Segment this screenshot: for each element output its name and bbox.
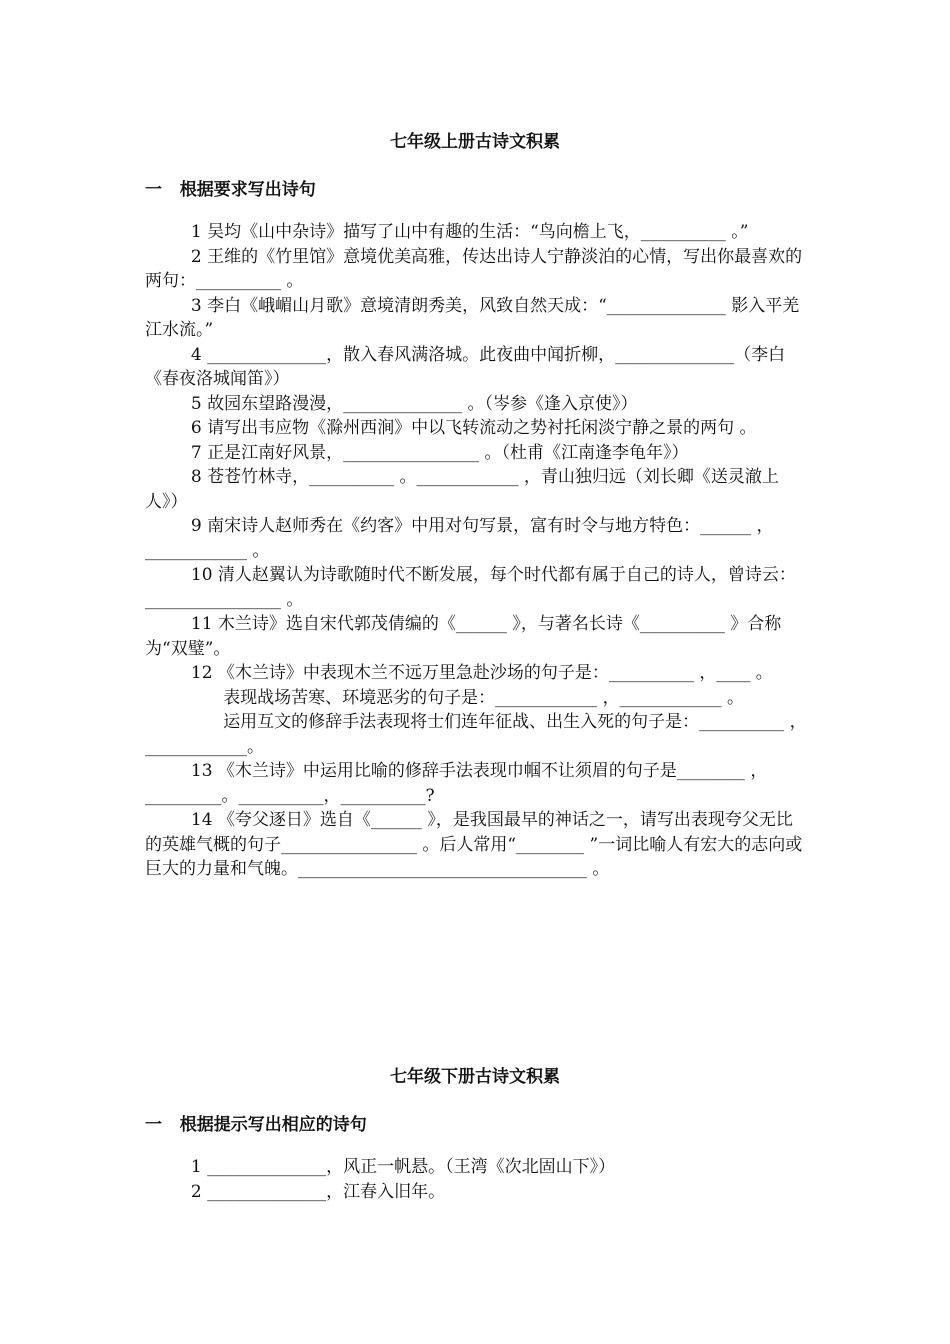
section1-heading: 一 根据要求写出诗句	[145, 180, 316, 200]
section2-heading: 一 根据提示写出相应的诗句	[145, 1115, 367, 1135]
question-2: 2 王维的《竹里馆》意境优美高雅，传达出诗人宁静淡泊的心情，写出你最喜欢的两句：__________ 。	[145, 246, 803, 291]
question-10: 10 清人赵翼认为诗歌随时代不断发展，每个时代都有属于自己的诗人，曾诗云：________________ 。	[145, 565, 796, 610]
lower-question-list	[145, 1155, 809, 1204]
question-1: 1 吴均《山中杂诗》描写了山中有趣的生活：“鸟向檐上飞，__________ 。”	[190, 222, 749, 242]
question-5: 5 故园东望路漫漫，______________ 。（岑参《逢入京使》）	[190, 393, 638, 414]
question-13: 13 《木兰诗》中运用比喻的修辞手法表现巾帼不让须眉的句子是________ ，_________。__________，__________?	[145, 761, 768, 806]
question-14: 14 《夸父逐日》选自《______ 》，是我国最早的神话之一，请写出表现夸父无比的英雄气概的句子________________ 。后人常用“________ ”一词比喻人有宏大的志向或巨大的力量和气魄。__________________________________ 。	[145, 810, 803, 879]
upper-question-list	[145, 220, 809, 882]
question-12: 12 《木兰诗》中表现木兰不远万里急赴沙场的句子是：__________ ，____ 。	[190, 663, 773, 683]
lower-question-2: 2 ______________，江春入旧年。	[190, 1181, 446, 1202]
question-4: 4 ______________，散入春风满洛城。此夜曲中闻折柳，______________（李白《春夜洛城闻笛》）	[145, 344, 786, 389]
title-lower: 七年级下册古诗文积累	[390, 1067, 560, 1087]
question-6: 6 请写出韦应物《滁州西涧》中以飞转流动之势衬托闲淡宁静之景的两句 。	[190, 418, 757, 438]
question-3: 3 李白《峨嵋山月歌》意境清朗秀美，风致自然天成：“______________ 影入平羌江水流。”	[145, 295, 800, 340]
question-12-sub-1: 表现战场苦寒、环境恶劣的句子是：____________ ，____________ 。	[223, 687, 744, 708]
question-9: 9 南宋诗人赵师秀在《约客》中用对句写景，富有时令与地方特色：______ ，____________ 。	[145, 516, 774, 561]
question-8: 8 苍苍竹林寺，__________ 。____________ ，青山独归远（刘长卿《送灵澈上人》）	[145, 467, 779, 512]
question-7: 7 正是江南好风景，________________ 。（杜甫《江南逢李龟年》）	[190, 442, 689, 463]
question-11: 11 木兰诗》选自宋代郭茂倩编的《______ 》，与著名长诗《__________ 》合称为“双璧”。	[145, 614, 782, 659]
title-upper: 七年级上册古诗文积累	[390, 132, 560, 152]
lower-question-1: 1 ______________，风正一帆悬。（王湾《次北固山下》）	[190, 1157, 616, 1177]
question-12-sub-2: 运用互文的修辞手法表现将士们连年征战、出生入死的句子是：__________ ， ____________。	[145, 712, 807, 757]
